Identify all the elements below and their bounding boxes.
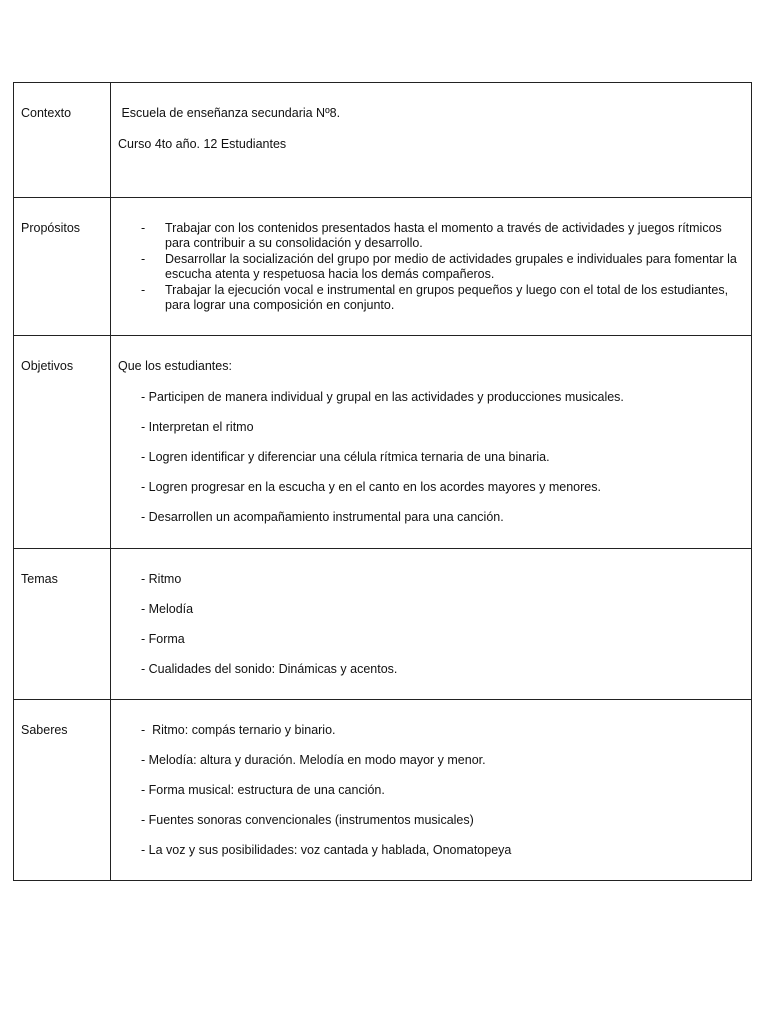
list-item: - Desarrollen un acompañamiento instrumental para una canción. bbox=[141, 510, 504, 524]
list-item: - Forma musical: estructura de una canción. bbox=[141, 783, 385, 797]
list-item-text: Desarrollar la socialización del grupo por medio de actividades grupales e individuales para fomentar la escucha atenta y respetuosa hacia los demás compañeros. bbox=[165, 251, 737, 282]
row-label: Objetivos bbox=[14, 336, 111, 549]
row-content bbox=[111, 198, 752, 336]
row-content bbox=[111, 336, 752, 549]
list-item: - Melodía bbox=[141, 602, 194, 616]
list-item: - Participen de manera individual y grupal en las actividades y producciones musicales. bbox=[141, 390, 624, 404]
list-item: - Interpretan el ritmo bbox=[141, 420, 254, 434]
row-content bbox=[111, 549, 752, 700]
row-saberes bbox=[14, 700, 752, 881]
list-item: - Trabajar la ejecución vocal e instrumental en grupos pequeños y luego con el total de los estudiantes, para lograr una composición en conjunto. bbox=[141, 282, 729, 313]
list-item-text: Trabajar con los contenidos presentados hasta el momento a través de actividades y juegos rítmicos para contribuir a su consolidación y desarrollo. bbox=[165, 221, 722, 251]
context-course: Curso 4to año. 12 Estudiantes bbox=[118, 137, 287, 151]
list-item: - Cualidades del sonido: Dinámicas y acentos. bbox=[141, 662, 398, 676]
row-temas bbox=[14, 549, 752, 700]
planning-table bbox=[13, 82, 752, 881]
row-objetivos bbox=[14, 336, 752, 549]
list-item-text: Trabajar la ejecución vocal e instrumental en grupos pequeños y luego con el total de los estudiantes, para lograr una composición en conjunto. bbox=[165, 282, 729, 313]
list-item: - Ritmo: compás ternario y binario. bbox=[141, 723, 336, 737]
row-content bbox=[111, 700, 752, 881]
row-label: Saberes bbox=[14, 700, 111, 881]
list-item: - La voz y sus posibilidades: voz cantada y hablada, Onomatopeya bbox=[141, 843, 512, 857]
row-contexto bbox=[14, 83, 752, 198]
list-item: - Fuentes sonoras convencionales (instrumentos musicales) bbox=[141, 813, 474, 827]
list-item: - Logren identificar y diferenciar una célula rítmica ternaria de una binaria. bbox=[141, 450, 550, 464]
list-item: - Forma bbox=[141, 632, 185, 646]
list-item: - Logren progresar en la escucha y en el canto en los acordes mayores y menores. bbox=[141, 480, 601, 494]
list-item: - Ritmo bbox=[141, 572, 182, 586]
row-propositos bbox=[14, 198, 752, 336]
propositos-list bbox=[118, 221, 745, 313]
objetivos-intro: Que los estudiantes: bbox=[118, 359, 232, 373]
context-school: Escuela de enseñanza secundaria Nº8. bbox=[118, 106, 341, 120]
row-label: Temas bbox=[14, 549, 111, 700]
row-label: Propósitos bbox=[14, 198, 111, 336]
list-item: - Melodía: altura y duración. Melodía en modo mayor y menor. bbox=[141, 753, 486, 767]
list-item: - Desarrollar la socialización del grupo por medio de actividades grupales e individuales para fomentar la escucha atenta y respetuosa hacia los demás compañeros. bbox=[141, 251, 737, 282]
list-item: - Trabajar con los contenidos presentados hasta el momento a través de actividades y juegos rítmicos para contribuir a su consolidación y desarrollo. bbox=[141, 221, 722, 251]
row-content bbox=[111, 83, 752, 198]
row-label: Contexto bbox=[14, 83, 111, 198]
